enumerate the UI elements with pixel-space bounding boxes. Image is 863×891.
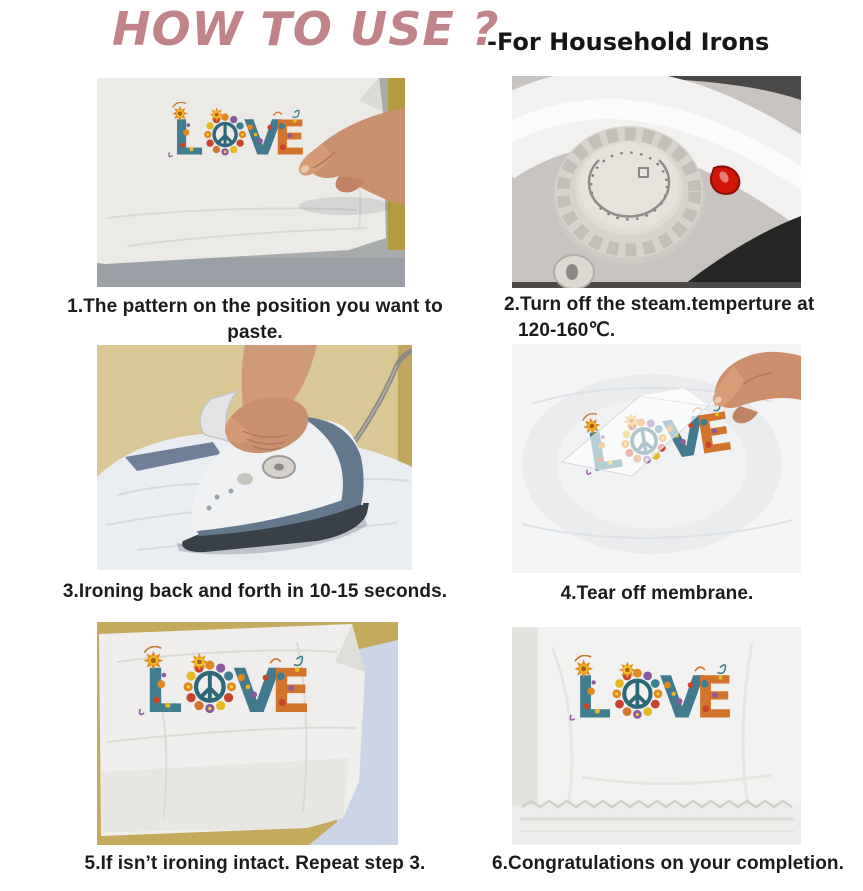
step-2-photo xyxy=(512,76,801,288)
step-1-caption: 1.The pattern on the position you want to paste. xyxy=(67,296,443,343)
step-2-caption-line2: 120-160℃. xyxy=(518,320,616,341)
page-subtitle: -For Household Irons xyxy=(487,28,770,56)
steam-hole xyxy=(207,506,212,511)
steam-hole xyxy=(229,489,234,494)
step-3-photo xyxy=(97,345,412,570)
iron-knob xyxy=(237,473,253,485)
hand-shadow xyxy=(299,197,391,215)
indicator-light xyxy=(711,166,739,194)
steam-hole xyxy=(215,495,220,500)
step-6-caption: 6.Congratulations on your completion. xyxy=(491,853,845,874)
step-5-photo xyxy=(97,622,398,845)
step-3-caption: 3.Ironing back and forth in 10-15 seconds. xyxy=(62,581,448,602)
step-6-photo xyxy=(512,627,801,845)
iron-dial-dot xyxy=(274,464,284,471)
temperature-dial xyxy=(553,126,705,264)
step-1-photo xyxy=(97,78,405,287)
hem-stitching xyxy=(512,801,801,845)
step-4-caption: 4.Tear off membrane. xyxy=(560,583,754,604)
step-5-caption: 5.If isn’t ironing intact. Repeat step 3. xyxy=(84,853,426,874)
spray-button xyxy=(554,255,594,288)
page-title: HOW TO USE ? xyxy=(112,2,500,56)
table-shadow xyxy=(97,258,405,287)
step-2-caption xyxy=(504,292,834,344)
bottom-edge xyxy=(512,282,801,288)
step-2-caption-line1: 2.Turn off the steam.temperture at xyxy=(504,294,815,315)
step-4-photo xyxy=(512,344,801,573)
